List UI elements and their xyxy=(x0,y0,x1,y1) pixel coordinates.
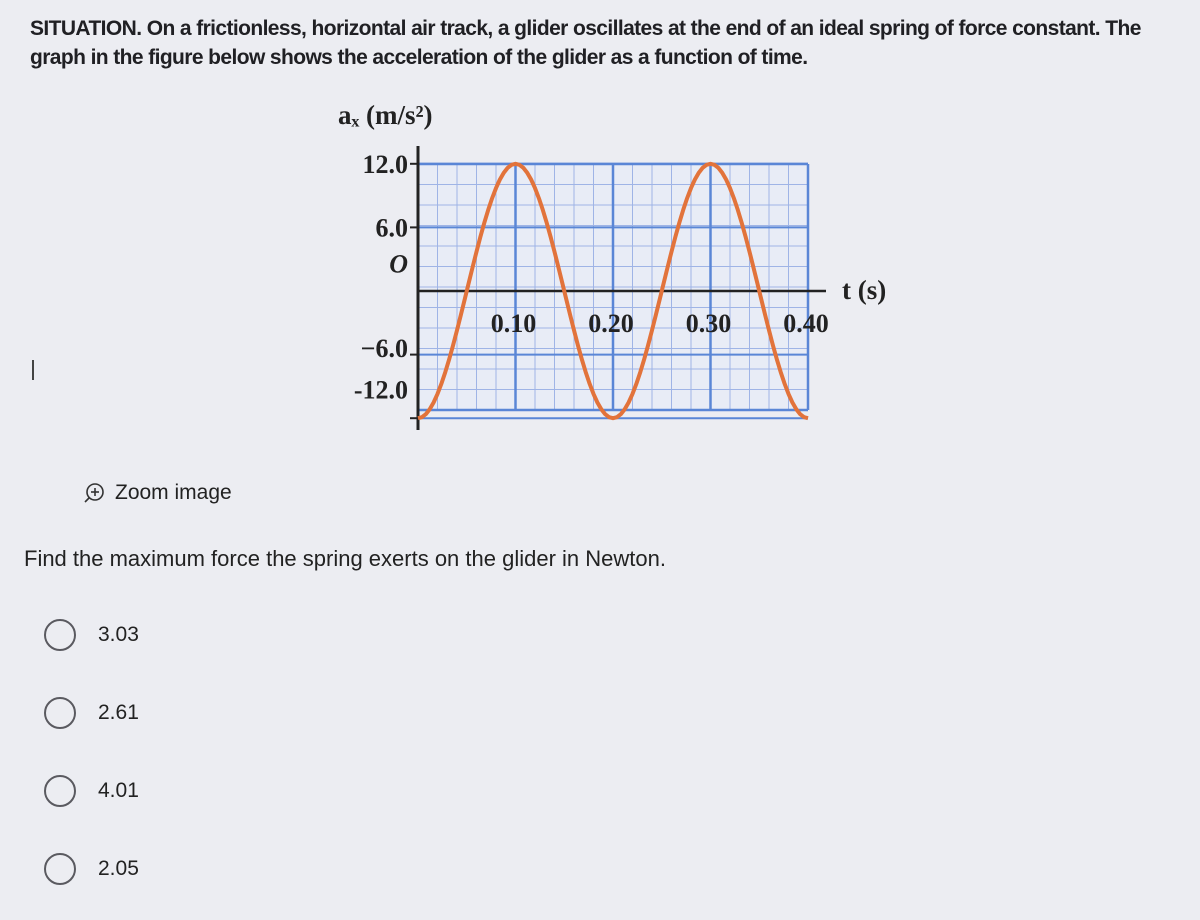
y-tick-label: O xyxy=(389,249,408,279)
y-tick-label: −6.0 xyxy=(360,334,408,364)
answer-option-4[interactable] xyxy=(44,853,139,885)
radio-button[interactable] xyxy=(44,853,76,885)
zoom-image-label: Zoom image xyxy=(115,481,232,504)
question-text: Find the maximum force the spring exerts on the glider in Newton. xyxy=(24,546,666,571)
y-tick-label: -12.0 xyxy=(353,375,408,405)
answer-option-label: 2.61 xyxy=(98,701,139,724)
answer-option-1[interactable] xyxy=(44,619,139,651)
x-tick-label: 0.20 xyxy=(588,309,634,338)
radio-button[interactable] xyxy=(44,775,76,807)
y-tick-label: 6.0 xyxy=(375,213,408,243)
acceleration-time-graph xyxy=(0,0,1200,450)
radio-button[interactable] xyxy=(44,619,76,651)
answer-option-label: 3.03 xyxy=(98,623,139,646)
zoom-image-link[interactable] xyxy=(84,481,232,505)
x-tick-label: 0.30 xyxy=(685,309,732,338)
answer-option-2[interactable] xyxy=(44,697,139,729)
situation-lead: SITUATION. xyxy=(30,17,142,40)
side-marker xyxy=(32,360,34,380)
zoom-in-icon xyxy=(84,482,106,504)
radio-button[interactable] xyxy=(44,697,76,729)
y-tick-label: 12.0 xyxy=(362,149,408,179)
x-axis-title: t (s) xyxy=(842,275,887,305)
x-tick-label: 0.40 xyxy=(783,309,829,338)
answer-option-label: 4.01 xyxy=(98,779,139,802)
answer-option-3[interactable] xyxy=(44,775,139,807)
situation-text: On a frictionless, horizontal air track, a glider oscillates at the end of an ideal spring of force constant. The graph in the figure below shows the acceleration of the glider as a function of time. xyxy=(30,17,1141,69)
y-axis-title: aₓ (m/s²) xyxy=(338,100,433,130)
x-tick-label: 0.10 xyxy=(490,309,537,338)
answer-option-label: 2.05 xyxy=(98,857,139,880)
